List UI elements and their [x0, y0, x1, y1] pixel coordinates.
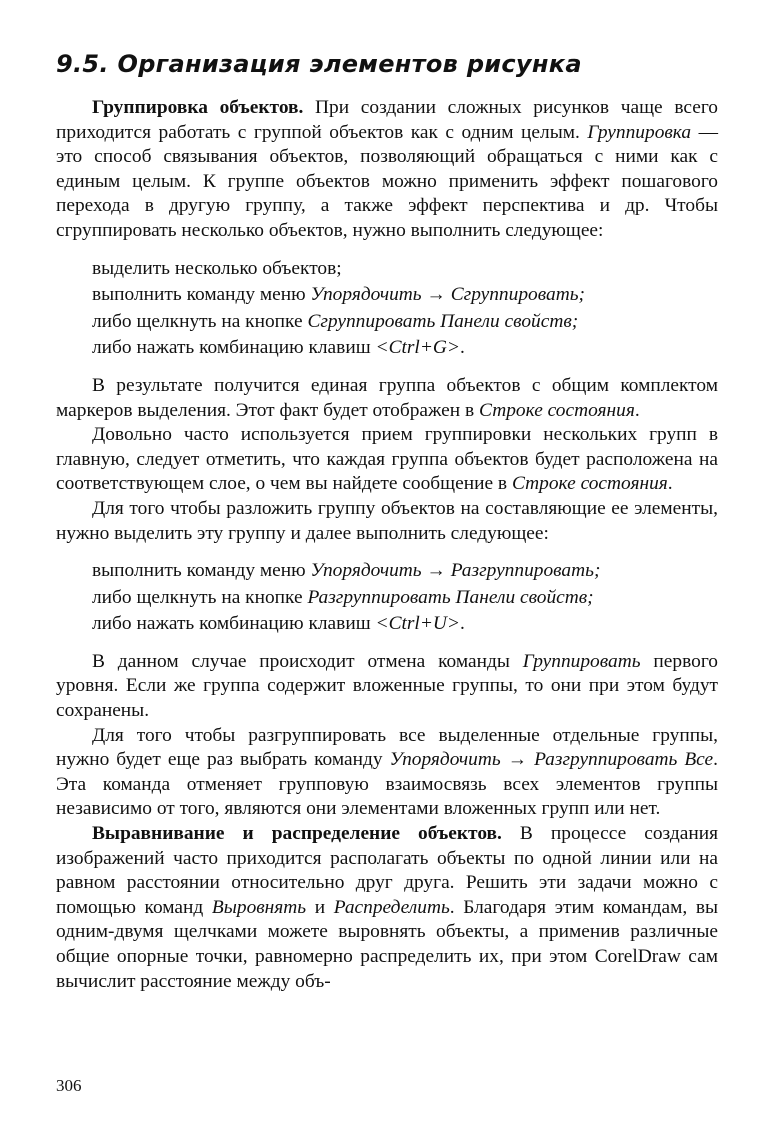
lead-term: Группировка объектов.	[92, 97, 304, 118]
paragraph-nested-groups: Довольно часто используется прием группировки нескольких групп в главную, следует отметить, что каждая группа объектов будет расположена на соответствующем слое, о чем вы найдете сообщение в Строке состояния.	[56, 424, 718, 495]
paragraph-result: В результате получится единая группа объектов с общим комплектом маркеров выделения. Этот факт будет отображен в Строке состояния.	[56, 374, 718, 421]
page-number: 306	[56, 1076, 82, 1095]
ungroup-steps-list	[92, 559, 718, 637]
list-item: либо щелкнуть на кнопке Разгруппировать Панели свойств;	[92, 586, 594, 608]
paragraph-grouping: Группировка объектов. При создании сложных рисунков чаще всего приходится работать с группой объектов как с одним целым. Группировка — это способ связывания объектов, позволяющий обращаться с ними как с единым целым. К группе объектов можно применить эффект пошагового перехода в другую группу, а также эффект перспектива и др. Чтобы сгруппировать несколько объектов, нужно выполнить следующее:	[56, 97, 718, 241]
body-text	[56, 96, 718, 994]
group-steps-list	[92, 257, 718, 361]
section-heading: 9.5. Организация элементов рисунка	[56, 50, 582, 78]
list-item: выполнить команду меню Упорядочить → Разгруппировать;	[92, 560, 601, 582]
paragraph-align-distribute: Выравнивание и распределение объектов. В процессе создания изображений часто приходится располагать объекты по одной линии или на равном расстоянии относительно друг друга. Решить эти задачи можно с помощью команд Выровнять и Распределить. Благодаря этим командам, вы одним-двумя щелчками можете выровнять объекты, а применив различные общие опорные точки, равномерно распределить их, при этом CorelDraw сам вычислит расстояние между объ-	[56, 823, 718, 992]
paragraph-ungroup-intro: Для того чтобы разложить группу объектов на составляющие ее элементы, нужно выделить эту группу и далее выполнить следующее:	[56, 497, 718, 544]
lead-term: Выравнивание и распределение объектов.	[92, 823, 502, 845]
list-item: выделить несколько объектов;	[92, 257, 342, 279]
paragraph-ungroup-result: В данном случае происходит отмена команды Группировать первого уровня. Если же группа содержит вложенные группы, то они при этом будут сохранены.	[56, 650, 718, 722]
term-grouping: Группировка	[587, 121, 692, 143]
list-item: выполнить команду меню Упорядочить → Сгруппировать;	[92, 284, 585, 306]
list-item: либо нажать комбинацию клавиш <Ctrl+G>.	[92, 337, 465, 359]
paragraph-ungroup-all: Для того чтобы разгруппировать все выделенные отдельные группы, нужно будет еще раз выбрать команду Упорядочить → Разгруппировать Все. Эта команда отменяет групповую взаимосвязь всех элементов группы независимо от того, являются они элементами вложенных групп или нет.	[56, 724, 719, 820]
list-item: либо нажать комбинацию клавиш <Ctrl+U>.	[92, 613, 465, 635]
list-item: либо щелкнуть на кнопке Сгруппировать Панели свойств;	[92, 310, 579, 332]
